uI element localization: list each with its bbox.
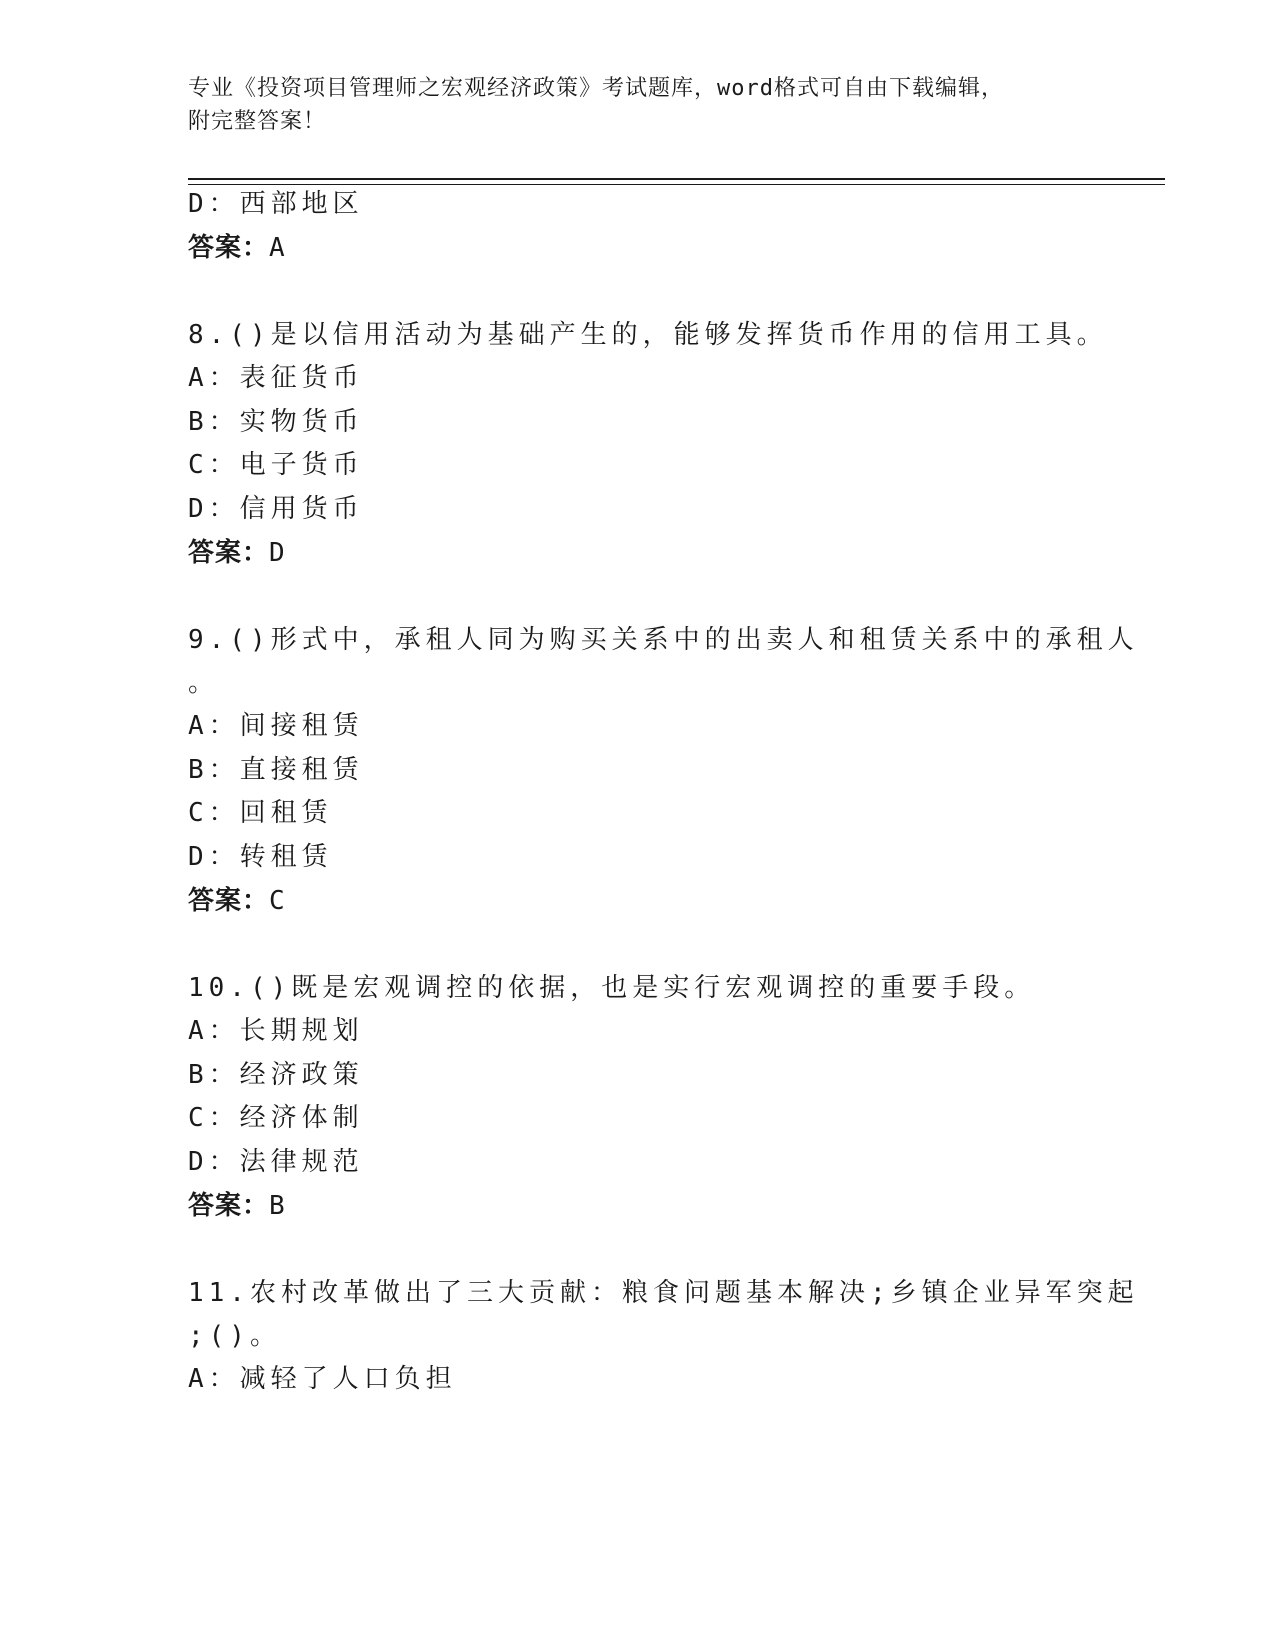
header-divider-thin — [188, 184, 1165, 185]
q10-option-b: B：经济政策 — [188, 1060, 364, 1090]
document-header — [188, 72, 1168, 138]
q8-answer-value: D — [269, 538, 285, 568]
q10-option-a: A：长期规划 — [188, 1016, 364, 1046]
q8-option-d: D：信用货币 — [188, 494, 364, 524]
q9-option-d: D：转租赁 — [188, 842, 333, 872]
q7-answer — [188, 231, 285, 265]
q9-option-a: A：间接租赁 — [188, 711, 364, 741]
q8-answer-label: 答案： — [188, 538, 270, 568]
q9-question-line-1: 9.()形式中，承租人同为购买关系中的出卖人和租赁关系中的承租人 — [188, 625, 1139, 655]
q8-option-c: C：电子货币 — [188, 450, 364, 480]
q10-question: 10.()既是宏观调控的依据，也是实行宏观调控的重要手段。 — [188, 973, 1036, 1003]
q10-answer-value: B — [269, 1191, 285, 1221]
q8-option-a: A：表征货币 — [188, 363, 364, 393]
q9-option-b: B：直接租赁 — [188, 755, 364, 785]
q10-answer-label: 答案： — [188, 1191, 270, 1221]
q7-answer-value: A — [269, 233, 285, 263]
header-line-2: 附完整答案！ — [188, 109, 327, 134]
q7-option-d: D：西部地区 — [188, 189, 364, 219]
header-line-1: 专业《投资项目管理师之宏观经济政策》考试题库，word格式可自由下载编辑， — [188, 76, 1004, 101]
q11-question-line-2: ;()。 — [188, 1321, 281, 1351]
q10-answer — [188, 1189, 285, 1223]
q8-option-b: B：实物货币 — [188, 407, 364, 437]
q11-question-line-1: 11.农村改革做出了三大贡献：粮食问题基本解决;乡镇企业异军突起 — [188, 1278, 1139, 1308]
q9-question-line-2: 。 — [188, 668, 220, 698]
q9-answer-label: 答案： — [188, 886, 270, 916]
q8-answer — [188, 536, 285, 570]
q9-answer — [188, 884, 285, 918]
header-divider-thick — [188, 178, 1165, 180]
q9-answer-value: C — [269, 886, 285, 916]
q10-option-c: C：经济体制 — [188, 1103, 364, 1133]
q9-option-c: C：回租赁 — [188, 798, 333, 828]
q11-option-a: A：减轻了人口负担 — [188, 1364, 457, 1394]
q7-answer-label: 答案： — [188, 233, 270, 263]
q8-question: 8.()是以信用活动为基础产生的，能够发挥货币作用的信用工具。 — [188, 320, 1108, 350]
q10-option-d: D：法律规范 — [188, 1147, 364, 1177]
